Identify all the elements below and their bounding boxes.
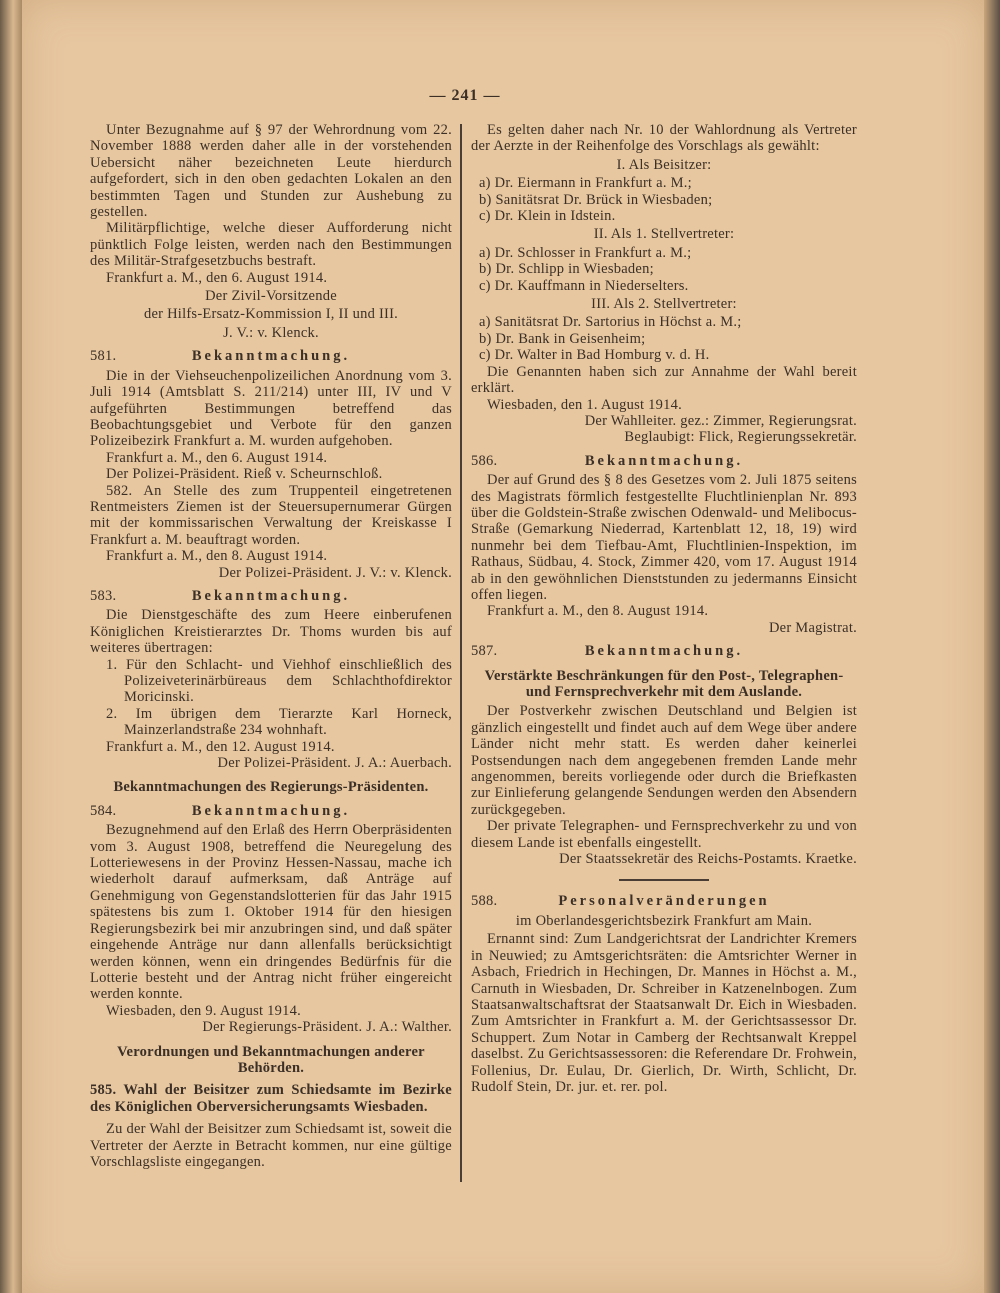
centered-line: I. Als Beisitzer: bbox=[616, 156, 712, 173]
paragraph: Frankfurt a. M., den 6. August 1914. bbox=[106, 449, 328, 466]
paragraph: Ernannt sind: Zum Landgerichtsrat der Landrichter Kremers in Neuwied; zu Amtsgerichtsräten: die Amtsrichter Werner in Asbach, Friedrich in Hechingen, Dr. Mannes in Höchst a. M., Carnuth in Wiesbaden, Dr. Schreiber in Katzenelnbogen. Zum Staatsanwaltschaftsrat der Staatsanwalt Dr. Eich in Wiesbaden. Zum Amtsrichter in Frankfurt a. M. der Gerichtsassessor Dr. Schuppert. Zum Notar in Camberg der Rechtsanwalt Kreppel daselbst. Zu Gerichtsassessoren: die Referendare Dr. Frohwein, Follenius, Dr. Eulau, Dr. Gierlich, Dr. Wirth, Schlicht, Dr. Rudolf Stein, Dr. jur. et. rer. pol. bbox=[471, 931, 857, 1095]
paragraph: Die in der Viehseuchenpolizeilichen Anordnung vom 3. Juli 1914 (Amtsblatt S. 211/214) unter III, IV und V aufgeführten Bestimmungen betreffend das Beobachtungsgebiet und Verbote für den ganzen Polizeibezirk Frankfurt a. M. wurden aufgehoben. bbox=[90, 367, 452, 450]
paragraph: Wiesbaden, den 9. August 1914. bbox=[106, 1002, 301, 1019]
paragraph: Der Postverkehr zwischen Deutschland und Belgien ist gänzlich eingestellt und findet auch auf dem Wege über andere Länder nicht mehr statt. Es werden daher keinerlei Postsendungen nach dem angegebenen fremden Lande mehr angenommen, bereits vorliegende oder durch die Briefkasten zur Einlieferung gelangende Sendungen werden den Absendern zurückgegeben. bbox=[471, 703, 857, 818]
list-item: c) Dr. Klein in Idstein. bbox=[479, 208, 616, 225]
item-list bbox=[90, 657, 452, 739]
list-item: a) Dr. Schlosser in Frankfurt a. M.; bbox=[479, 244, 692, 261]
signature: Beglaubigt: Flick, Regierungssekretär. bbox=[624, 429, 857, 446]
paragraph: Unter Bezugnahme auf § 97 der Wehrordnung vom 22. November 1888 werden daher alle in der vorstehenden Uebersicht näher bezeichneten Leute hierdurch aufgefordert, sich in den oben gedachten Lokalen an den bestimmten Tagen und Stunden zur Aushebung zu gestellen. bbox=[90, 122, 452, 221]
announcement-title: Bekanntmachung. bbox=[191, 587, 351, 604]
list-item: c) Dr. Walter in Bad Homburg v. d. H. bbox=[479, 347, 710, 364]
signature: Der Regierungs-Präsident. J. A.: Walther. bbox=[202, 1019, 452, 1036]
book-edge bbox=[984, 0, 1000, 1293]
paragraph: Bezugnehmend auf den Erlaß des Herrn Oberpräsidenten vom 3. August 1908, betreffend die Neuregelung des Lotteriewesens in der Provinz Hessen-Nassau, mache ich wiederholt darauf aufmerksam, daß Anträge auf Genehmigung von Gegenstandslotterien für das Jahr 1915 spätestens bis zum 1. Oktober 1914 für den hiesigen Regierungsbezirk bei mir anzubringen sind, und daß später eingehende Anträge nur dann allenfalls berücksichtigt werden können, wenn ein dringendes Bedürfnis für die Lotterie besteht und der Antrag nicht früher eingereicht werden konnte. bbox=[90, 822, 452, 1003]
announcement-heading bbox=[90, 588, 452, 604]
item-list bbox=[471, 245, 857, 294]
announcement-heading bbox=[90, 348, 452, 364]
announcement-title: Bekanntmachung. bbox=[584, 643, 744, 660]
previous-page-edge bbox=[0, 0, 22, 1293]
signature: Der Magistrat. bbox=[768, 619, 857, 636]
section-heading: Verordnungen und Bekanntmachungen anderer Behörden. bbox=[117, 1043, 425, 1076]
announcement-title: Bekanntmachung. bbox=[191, 802, 351, 819]
paragraph: Frankfurt a. M., den 8. August 1914. bbox=[106, 548, 328, 565]
centered-line: der Hilfs-Ersatz-Kommission I, II und III. bbox=[143, 306, 399, 323]
centered-line: Der Zivil-Vorsitzende bbox=[205, 288, 337, 305]
centered-line: im Oberlandesgerichtsbezirk Frankfurt am Main. bbox=[515, 912, 813, 929]
announcement-heading bbox=[471, 893, 857, 909]
paragraph: Der private Telegraphen- und Fernsprechverkehr zu und von diesem Lande ist ebenfalls eingestellt. bbox=[471, 818, 857, 851]
centered-line: III. Als 2. Stellvertreter: bbox=[591, 296, 737, 313]
paragraph: Frankfurt a. M., den 12. August 1914. bbox=[106, 738, 335, 755]
left-column bbox=[90, 122, 452, 1170]
numbered-heading: 585. Wahl der Beisitzer zum Schiedsamte im Bezirke des Königlichen Oberversicherungsamts Wiesbaden. bbox=[90, 1082, 452, 1115]
paragraph: 582. An Stelle des zum Truppenteil eingetretenen Rentmeisters Ziemen ist der Steuersupernumerar Gürgen mit der kommissarischen Verwaltung der Kreiskasse I Frankfurt a. M. beauftragt worden. bbox=[90, 482, 452, 548]
paragraph: Der Polizei-Präsident. Rieß v. Scheurnschloß. bbox=[106, 466, 383, 483]
list-item: b) Sanitätsrat Dr. Brück in Wiesbaden; bbox=[479, 191, 713, 208]
centered-line: J. V.: v. Klenck. bbox=[223, 324, 319, 341]
signature: Der Wahlleiter. gez.: Zimmer, Regierungsrat. bbox=[584, 412, 857, 429]
paragraph: Militärpflichtige, welche dieser Aufforderung nicht pünktlich Folge leisten, werden nach den Bestimmungen des Militär-Strafgesetzbuchs bestraft. bbox=[90, 220, 452, 270]
announcement-heading bbox=[90, 803, 452, 819]
signature: Der Polizei-Präsident. J. A.: Auerbach. bbox=[217, 755, 452, 772]
paragraph: Frankfurt a. M., den 8. August 1914. bbox=[487, 603, 709, 620]
signature: Der Polizei-Präsident. J. V.: v. Klenck. bbox=[218, 564, 452, 581]
column-divider bbox=[460, 124, 462, 1182]
announcement-number: 584. bbox=[90, 802, 117, 819]
announcement-number: 588. bbox=[471, 893, 498, 910]
announcement-number: 583. bbox=[90, 587, 117, 604]
separator-rule bbox=[619, 879, 709, 881]
list-item: a) Sanitätsrat Dr. Sartorius in Höchst a. M.; bbox=[479, 314, 742, 331]
paragraph: Frankfurt a. M., den 6. August 1914. bbox=[106, 269, 328, 286]
announcement-heading bbox=[471, 453, 857, 469]
centered-line: II. Als 1. Stellvertreter: bbox=[593, 226, 735, 243]
section-heading: Bekanntmachungen des Regierungs-Präsidenten. bbox=[113, 779, 429, 796]
announcement-title: Personalveränderungen bbox=[558, 893, 770, 910]
paragraph: Es gelten daher nach Nr. 10 der Wahlordnung als Vertreter der Aerzte in der Reihenfolge des Vorschlags als gewählt: bbox=[471, 122, 857, 155]
list-item: b) Dr. Bank in Geisenheim; bbox=[479, 330, 646, 347]
list-item: b) Dr. Schlipp in Wiesbaden; bbox=[479, 261, 654, 278]
list-item: 1. Für den Schlacht- und Viehhof einschließlich des Polizeiveterinärbüreaus dem Schlachthofdirektor Moricinski. bbox=[106, 656, 452, 706]
page-number: — 241 — bbox=[429, 87, 501, 104]
signature: Der Staatssekretär des Reichs-Postamts. Kraetke. bbox=[559, 851, 857, 868]
paragraph: Wiesbaden, den 1. August 1914. bbox=[487, 396, 682, 413]
section-heading: Verstärkte Beschränkungen für den Post-, Telegraphen- und Fernsprechverkehr mit dem Auslande. bbox=[484, 667, 844, 700]
announcement-title: Bekanntmachung. bbox=[584, 452, 744, 469]
right-column bbox=[471, 122, 857, 1095]
paragraph: Zu der Wahl der Beisitzer zum Schiedsamt ist, soweit die Vertreter der Aerzte in Betracht kommen, nur eine gültige Vorschlagsliste eingegangen. bbox=[90, 1121, 452, 1170]
paragraph: Die Dienstgeschäfte des zum Heere einberufenen Königlichen Kreistierarztes Dr. Thoms wurden bis auf weiteres übertragen: bbox=[90, 607, 452, 657]
list-item: a) Dr. Eiermann in Frankfurt a. M.; bbox=[479, 175, 692, 192]
paragraph: Der auf Grund des § 8 des Gesetzes vom 2. Juli 1875 seitens des Magistrats förmlich festgestellte Fluchtlinienplan Nr. 893 über die Goldstein-Straße zwischen Odenwald- und Melibocus-Straße (Gemarkung Niederrad, Kartenblatt 12, 18, 19) wird nunmehr bei dem Tiefbau-Amt, Fluchtlinien-Inspektion, im Rathaus, Südbau, 4. Stock, Zimmer 420, vom 17. August 1914 ab in den gewöhnlichen Dienststunden zu jedermanns Einsicht offen liegen. bbox=[471, 472, 857, 603]
announcement-title: Bekanntmachung. bbox=[191, 348, 351, 365]
announcement-number: 587. bbox=[471, 643, 498, 660]
announcement-number: 586. bbox=[471, 452, 498, 469]
list-item: c) Dr. Kauffmann in Niederselters. bbox=[479, 277, 689, 294]
announcement-number: 581. bbox=[90, 348, 117, 365]
paragraph: Die Genannten haben sich zur Annahme der Wahl bereit erklärt. bbox=[471, 363, 857, 397]
list-item: 2. Im übrigen dem Tierarzte Karl Horneck, Mainzerlandstraße 234 wohnhaft. bbox=[106, 705, 452, 739]
item-list bbox=[471, 314, 857, 363]
announcement-heading bbox=[471, 643, 857, 659]
item-list bbox=[471, 175, 857, 224]
